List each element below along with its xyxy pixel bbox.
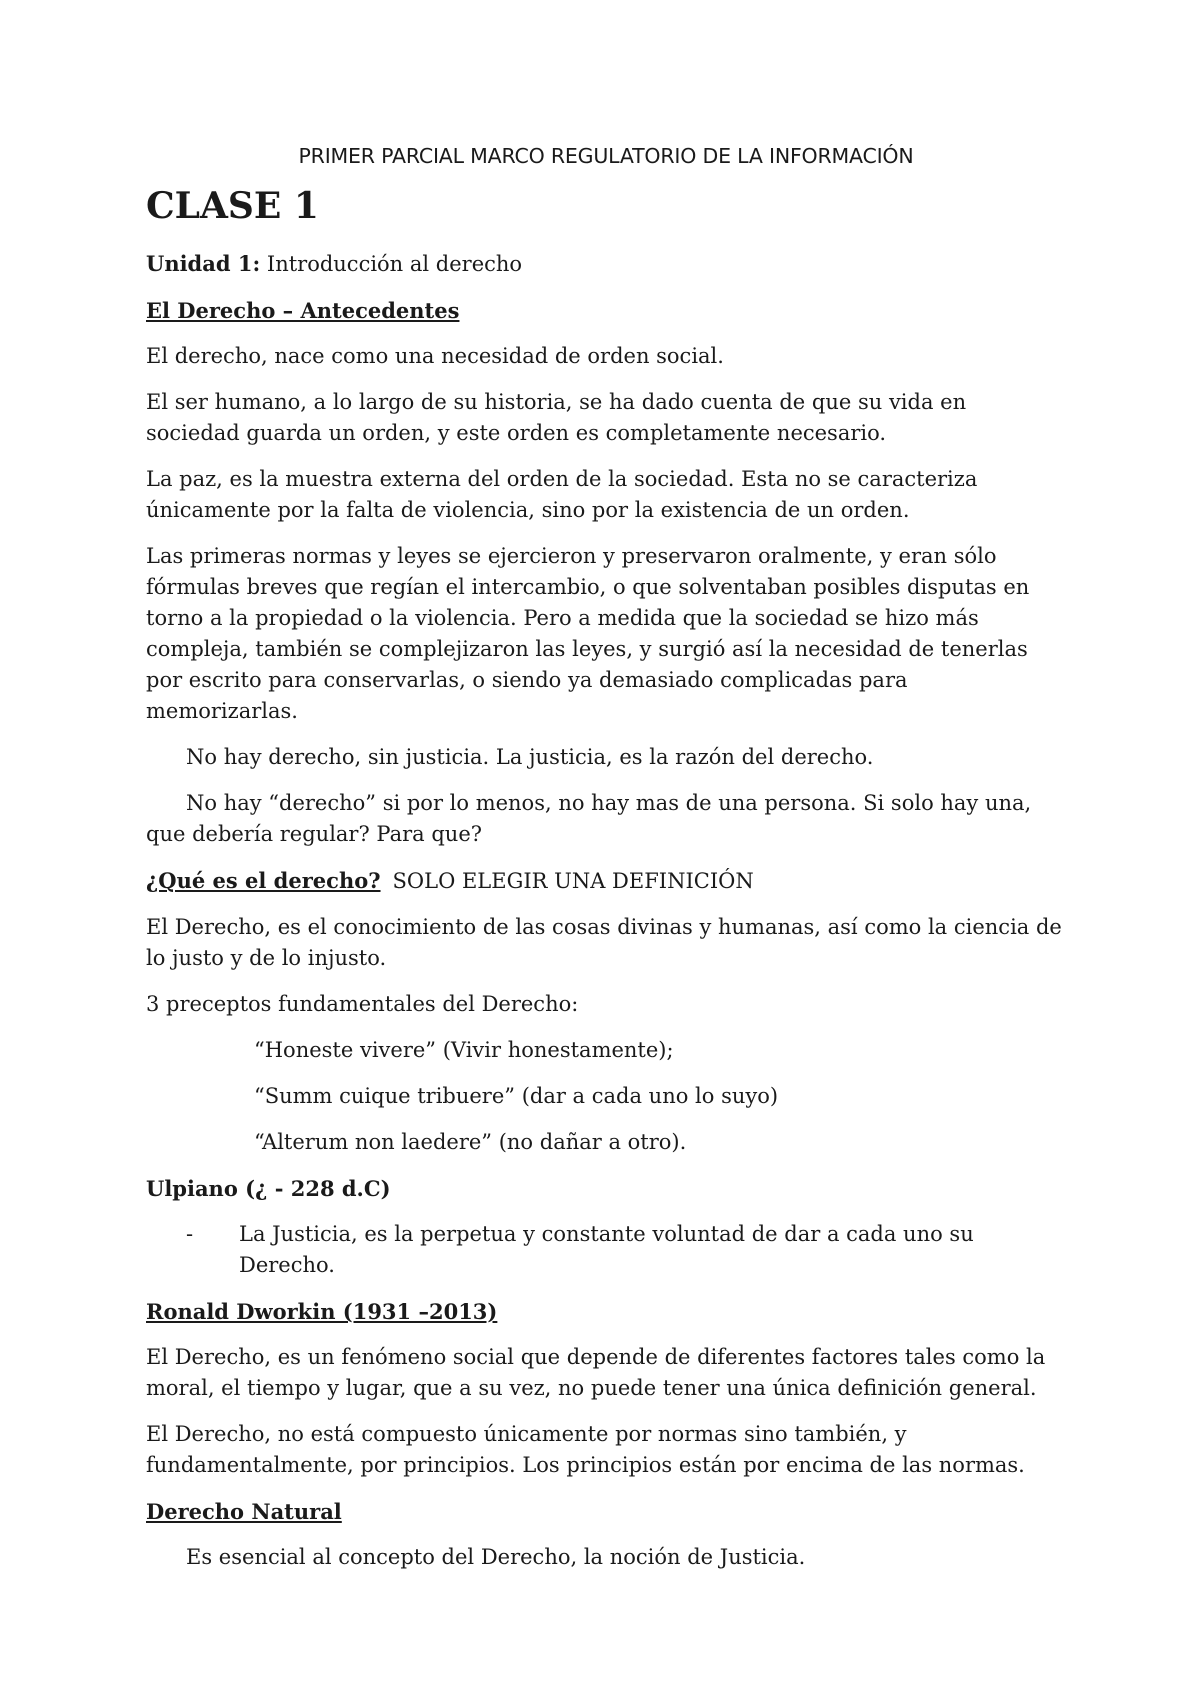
clase-heading: CLASE 1: [146, 185, 319, 227]
unidad-label: Unidad 1:: [146, 251, 261, 276]
document-title: PRIMER PARCIAL MARCO REGULATORIO DE LA INFORMACIÓN: [298, 144, 914, 168]
definition-note: SOLO ELEGIR UNA DEFINICIÓN: [392, 869, 754, 893]
list-item-text: La Justicia, es la perpetua y constante voluntad de dar a cada uno su Derecho.: [239, 1222, 974, 1277]
precepto-item: “Alterum non laedere” (no dañar a otro).: [254, 1130, 687, 1154]
paragraph: La paz, es la muestra externa del orden de la sociedad. Esta no se caracteriza únicamente por la falta de violencia, sino por la existencia de un orden.: [146, 467, 978, 522]
paragraph-text: No hay “derecho” si por lo menos, no hay mas de una persona. Si solo hay una, que debería regular? Para que?: [146, 791, 1032, 846]
heading-ulpiano: Ulpiano (¿ - 228 d.C): [146, 1176, 391, 1201]
paragraph: El ser humano, a lo largo de su historia, se ha dado cuenta de que su vida en sociedad guarda un orden, y este orden es completamente necesario.: [146, 390, 967, 445]
paragraph: El Derecho, no está compuesto únicamente por normas sino también, y fundamentalmente, por principios. Los principios están por encima de las normas.: [146, 1422, 1025, 1477]
paragraph: Es esencial al concepto del Derecho, la noción de Justicia.: [186, 1545, 806, 1569]
list-item: [146, 1219, 1066, 1281]
precepto-item: “Honeste vivere” (Vivir honestamente);: [254, 1038, 674, 1062]
paragraph-indented: [146, 788, 1066, 850]
document-content: [146, 142, 1066, 1588]
heading-antecedentes: El Derecho – Antecedentes: [146, 298, 460, 323]
paragraph: Las primeras normas y leyes se ejercieron y preservaron oralmente, y eran sólo fórmulas breves que regían el intercambio, o que solventaban posibles disputas en torno a la propiedad o la violencia. Pero a medida que la sociedad se hizo más compleja, también se complejizaron las leyes, y surgió así la necesidad de tenerlas por escrito para conservarlas, o siendo ya demasiado complicadas para memorizarlas.: [146, 544, 1030, 723]
heading-dworkin: Ronald Dworkin (1931 –2013): [146, 1299, 498, 1324]
paragraph: No hay derecho, sin justicia. La justicia, es la razón del derecho.: [186, 745, 874, 769]
paragraph: El derecho, nace como una necesidad de orden social.: [146, 344, 724, 368]
unidad-line: [146, 248, 1066, 280]
paragraph: 3 preceptos fundamentales del Derecho:: [146, 992, 579, 1016]
paragraph: El Derecho, es un fenómeno social que depende de diferentes factores tales como la moral, el tiempo y lugar, que a su vez, no puede tener una única definición general.: [146, 1345, 1046, 1400]
unidad-text: Introducción al derecho: [260, 252, 523, 276]
precepto-item: “Summ cuique tribuere” (dar a cada uno lo suyo): [254, 1084, 779, 1108]
heading-que-es: ¿Qué es el derecho?: [146, 868, 381, 893]
dash-bullet: -: [186, 1222, 194, 1246]
paragraph: El Derecho, es el conocimiento de las cosas divinas y humanas, así como la ciencia de lo justo y de lo injusto.: [146, 915, 1062, 970]
heading-derecho-natural: Derecho Natural: [146, 1499, 342, 1524]
que-es-line: [146, 865, 1066, 897]
